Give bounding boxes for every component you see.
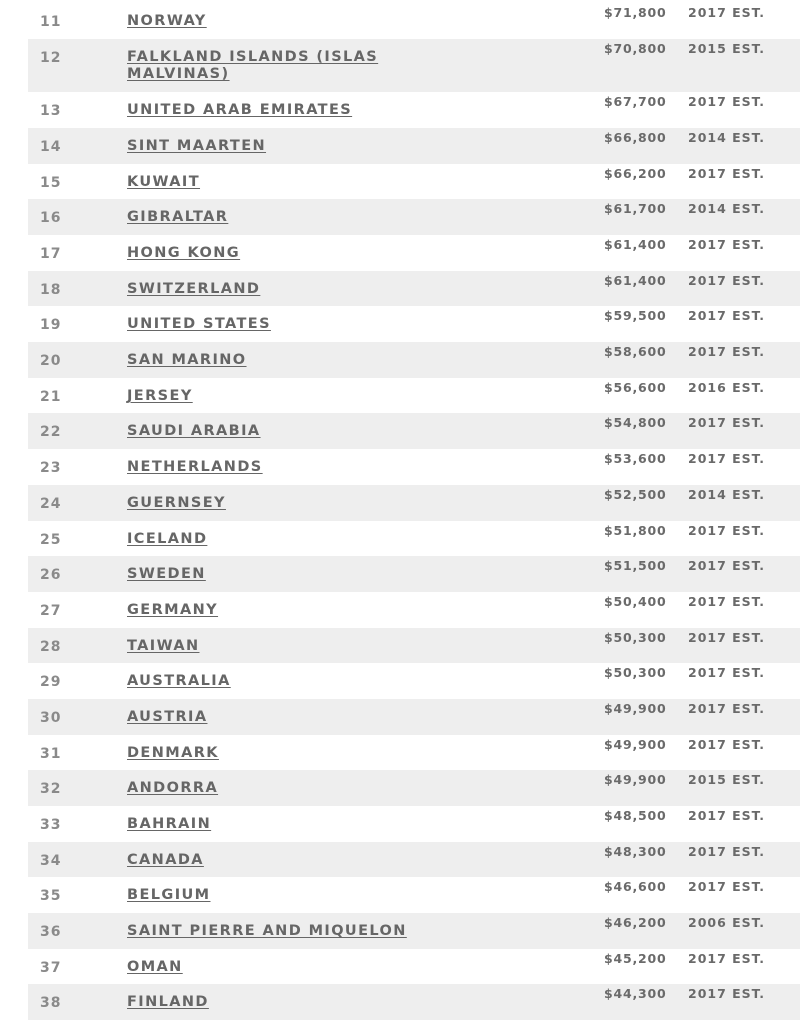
country-link[interactable]: BELGIUM bbox=[127, 887, 211, 904]
estimate-year: 2017 EST. bbox=[688, 665, 766, 681]
rank-number: 23 bbox=[40, 460, 62, 477]
rank-number: 29 bbox=[40, 674, 62, 691]
rank-number: 19 bbox=[40, 317, 62, 334]
estimate-year: 2017 EST. bbox=[688, 344, 766, 360]
estimate-year: 2017 EST. bbox=[688, 94, 766, 110]
table-row bbox=[28, 556, 800, 592]
country-link[interactable]: JERSEY bbox=[127, 387, 193, 404]
estimate-year: 2017 EST. bbox=[688, 593, 766, 609]
gdp-value: $61,700 bbox=[604, 201, 667, 217]
country-link[interactable]: FINLAND bbox=[127, 994, 209, 1011]
gdp-value: $46,600 bbox=[604, 879, 667, 895]
gdp-value: $50,300 bbox=[604, 629, 667, 645]
country-link[interactable]: SAINT PIERRE AND MIQUELON bbox=[127, 923, 407, 940]
estimate-year: 2017 EST. bbox=[688, 415, 766, 431]
gdp-value: $50,300 bbox=[604, 665, 667, 681]
estimate-year: 2014 EST. bbox=[688, 129, 766, 145]
country-link[interactable]: GIBRALTAR bbox=[127, 209, 229, 226]
table-row bbox=[28, 663, 800, 699]
rank-number: 13 bbox=[40, 103, 62, 120]
table-row bbox=[28, 306, 800, 342]
estimate-year: 2017 EST. bbox=[688, 558, 766, 574]
table-row bbox=[28, 592, 800, 628]
country-link[interactable]: TAIWAN bbox=[127, 637, 200, 654]
estimate-year: 2017 EST. bbox=[688, 451, 766, 467]
gdp-value: $56,600 bbox=[604, 379, 667, 395]
gdp-value: $46,200 bbox=[604, 915, 667, 931]
country-link[interactable]: ICELAND bbox=[127, 530, 208, 547]
gdp-value: $61,400 bbox=[604, 237, 667, 253]
rank-number: 20 bbox=[40, 353, 62, 370]
estimate-year: 2017 EST. bbox=[688, 629, 766, 645]
gdp-value: $52,500 bbox=[604, 486, 667, 502]
estimate-year: 2015 EST. bbox=[688, 40, 766, 56]
country-link[interactable]: SWEDEN bbox=[127, 566, 206, 583]
rank-number: 27 bbox=[40, 602, 62, 619]
estimate-year: 2017 EST. bbox=[688, 843, 766, 859]
table-row bbox=[28, 628, 800, 664]
gdp-value: $54,800 bbox=[604, 415, 667, 431]
table-row bbox=[28, 413, 800, 449]
gdp-value: $58,600 bbox=[604, 344, 667, 360]
estimate-year: 2017 EST. bbox=[688, 237, 766, 253]
country-link[interactable]: UNITED ARAB EMIRATES bbox=[127, 102, 353, 119]
country-link[interactable]: GERMANY bbox=[127, 601, 219, 618]
country-link[interactable]: NORWAY bbox=[127, 13, 207, 29]
rank-number: 15 bbox=[40, 174, 62, 191]
rank-number: 12 bbox=[40, 49, 62, 66]
country-link[interactable]: ANDORRA bbox=[127, 780, 219, 797]
estimate-year: 2017 EST. bbox=[688, 308, 766, 324]
rank-number: 28 bbox=[40, 638, 62, 655]
rank-number: 32 bbox=[40, 781, 62, 798]
gdp-value: $49,900 bbox=[604, 772, 667, 788]
table-row bbox=[28, 164, 800, 200]
table-row bbox=[28, 342, 800, 378]
country-link[interactable]: SWITZERLAND bbox=[127, 280, 261, 297]
table-row bbox=[28, 378, 800, 414]
estimate-year: 2017 EST. bbox=[688, 950, 766, 966]
rank-number: 11 bbox=[40, 14, 62, 30]
estimate-year: 2017 EST. bbox=[688, 736, 766, 752]
country-link[interactable]: SINT MAARTEN bbox=[127, 137, 267, 154]
table-row bbox=[28, 806, 800, 842]
country-link[interactable]: UNITED STATES bbox=[127, 316, 271, 333]
country-link[interactable]: AUSTRIA bbox=[127, 708, 208, 725]
table-row bbox=[28, 128, 800, 164]
estimate-year: 2017 EST. bbox=[688, 5, 766, 20]
country-link[interactable]: SAN MARINO bbox=[127, 352, 247, 369]
country-link[interactable]: AUSTRALIA bbox=[127, 673, 231, 690]
estimate-year: 2017 EST. bbox=[688, 272, 766, 288]
gdp-value: $48,500 bbox=[604, 808, 667, 824]
gdp-value: $50,400 bbox=[604, 593, 667, 609]
gdp-value: $45,200 bbox=[604, 950, 667, 966]
rank-number: 22 bbox=[40, 424, 62, 441]
ranking-table bbox=[28, 3, 800, 1020]
table-row bbox=[28, 949, 800, 985]
gdp-value: $71,800 bbox=[604, 5, 667, 20]
estimate-year: 2006 EST. bbox=[688, 915, 766, 931]
country-link[interactable]: GUERNSEY bbox=[127, 494, 226, 511]
country-link[interactable]: HONG KONG bbox=[127, 245, 241, 262]
estimate-year: 2017 EST. bbox=[688, 165, 766, 181]
table-row bbox=[28, 699, 800, 735]
country-link[interactable]: BAHRAIN bbox=[127, 816, 212, 833]
country-link[interactable]: OMAN bbox=[127, 958, 183, 975]
estimate-year: 2016 EST. bbox=[688, 379, 766, 395]
rank-number: 18 bbox=[40, 281, 62, 298]
estimate-year: 2014 EST. bbox=[688, 201, 766, 217]
gdp-value: $70,800 bbox=[604, 40, 667, 56]
rank-number: 33 bbox=[40, 817, 62, 834]
country-link[interactable]: CANADA bbox=[127, 851, 204, 868]
gdp-value: $66,800 bbox=[604, 129, 667, 145]
gdp-value: $44,300 bbox=[604, 986, 667, 1002]
table-row bbox=[28, 235, 800, 271]
gdp-value: $67,700 bbox=[604, 94, 667, 110]
table-row bbox=[28, 521, 800, 557]
country-link[interactable]: NETHERLANDS bbox=[127, 459, 263, 476]
rank-number: 31 bbox=[40, 745, 62, 762]
rank-number: 21 bbox=[40, 388, 62, 405]
rank-number: 35 bbox=[40, 888, 62, 905]
rank-number: 30 bbox=[40, 709, 62, 726]
rank-number: 25 bbox=[40, 531, 62, 548]
table-row bbox=[28, 39, 800, 93]
table-row bbox=[28, 485, 800, 521]
estimate-year: 2017 EST. bbox=[688, 700, 766, 716]
estimate-year: 2017 EST. bbox=[688, 522, 766, 538]
country-link[interactable]: SAUDI ARABIA bbox=[127, 423, 261, 440]
estimate-year: 2017 EST. bbox=[688, 879, 766, 895]
gdp-value: $49,900 bbox=[604, 700, 667, 716]
rank-number: 36 bbox=[40, 924, 62, 941]
table-row bbox=[28, 735, 800, 771]
rank-number: 38 bbox=[40, 995, 62, 1012]
table-row bbox=[28, 449, 800, 485]
table-row bbox=[28, 271, 800, 307]
gdp-value: $51,500 bbox=[604, 558, 667, 574]
gdp-value: $48,300 bbox=[604, 843, 667, 859]
table-row bbox=[28, 199, 800, 235]
country-link[interactable]: DENMARK bbox=[127, 744, 219, 761]
rank-number: 24 bbox=[40, 495, 62, 512]
estimate-year: 2017 EST. bbox=[688, 986, 766, 1002]
rank-number: 14 bbox=[40, 138, 62, 155]
table-row bbox=[28, 877, 800, 913]
estimate-year: 2014 EST. bbox=[688, 486, 766, 502]
table-row bbox=[28, 770, 800, 806]
rank-number: 37 bbox=[40, 959, 62, 976]
gdp-value: $53,600 bbox=[604, 451, 667, 467]
table-row bbox=[28, 984, 800, 1020]
estimate-year: 2017 EST. bbox=[688, 808, 766, 824]
rank-number: 34 bbox=[40, 852, 62, 869]
rank-number: 26 bbox=[40, 567, 62, 584]
rank-number: 17 bbox=[40, 246, 62, 263]
gdp-value: $61,400 bbox=[604, 272, 667, 288]
gdp-value: $51,800 bbox=[604, 522, 667, 538]
gdp-value: $49,900 bbox=[604, 736, 667, 752]
rank-number: 16 bbox=[40, 210, 62, 227]
gdp-value: $66,200 bbox=[604, 165, 667, 181]
gdp-value: $59,500 bbox=[604, 308, 667, 324]
country-link[interactable]: KUWAIT bbox=[127, 173, 201, 190]
table-row bbox=[28, 92, 800, 128]
table-row bbox=[28, 842, 800, 878]
table-row bbox=[28, 3, 800, 39]
table-row bbox=[28, 913, 800, 949]
country-link[interactable]: FALKLAND ISLANDS (ISLAS MALVINAS) bbox=[127, 48, 379, 82]
estimate-year: 2015 EST. bbox=[688, 772, 766, 788]
